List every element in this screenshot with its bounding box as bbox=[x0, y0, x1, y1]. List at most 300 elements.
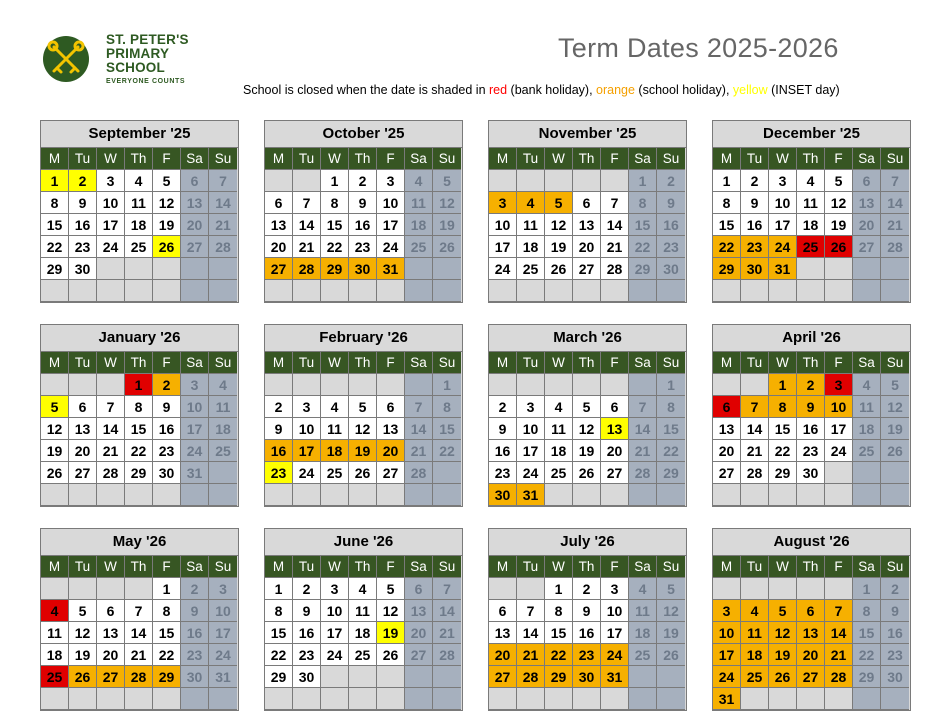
week-row bbox=[489, 484, 686, 506]
day-cell: 8 bbox=[769, 396, 797, 418]
day-cell: 27 bbox=[601, 462, 629, 484]
day-cell: 7 bbox=[741, 396, 769, 418]
week-row bbox=[489, 600, 686, 622]
day-cell: 5 bbox=[573, 396, 601, 418]
day-cell: 27 bbox=[489, 666, 517, 688]
weekday-label: W bbox=[321, 556, 349, 578]
month-title: December '25 bbox=[713, 121, 910, 148]
weekday-label: M bbox=[489, 556, 517, 578]
weekday-label: Th bbox=[349, 556, 377, 578]
week-row bbox=[489, 374, 686, 396]
day-cell: 6 bbox=[573, 192, 601, 214]
empty-day-cell bbox=[657, 688, 685, 710]
empty-day-cell bbox=[433, 280, 461, 302]
empty-day-cell bbox=[181, 688, 209, 710]
week-row bbox=[713, 578, 910, 600]
empty-day-cell bbox=[545, 374, 573, 396]
day-cell: 15 bbox=[853, 622, 881, 644]
day-cell: 14 bbox=[125, 622, 153, 644]
month-title: September '25 bbox=[41, 121, 238, 148]
weekday-header bbox=[265, 148, 462, 170]
empty-day-cell bbox=[405, 688, 433, 710]
day-cell: 19 bbox=[377, 622, 405, 644]
weekday-label: Tu bbox=[517, 148, 545, 170]
day-cell: 5 bbox=[769, 600, 797, 622]
week-row bbox=[41, 214, 238, 236]
empty-day-cell bbox=[153, 688, 181, 710]
day-cell: 26 bbox=[545, 258, 573, 280]
day-cell: 8 bbox=[153, 600, 181, 622]
day-cell: 11 bbox=[545, 418, 573, 440]
day-cell: 2 bbox=[489, 396, 517, 418]
day-cell: 2 bbox=[881, 578, 909, 600]
day-cell: 5 bbox=[657, 578, 685, 600]
weekday-label: Sa bbox=[181, 556, 209, 578]
weekday-header bbox=[41, 556, 238, 578]
day-cell: 13 bbox=[489, 622, 517, 644]
week-row bbox=[41, 258, 238, 280]
empty-day-cell bbox=[713, 484, 741, 506]
day-cell: 6 bbox=[797, 600, 825, 622]
day-cell: 26 bbox=[573, 462, 601, 484]
day-cell: 1 bbox=[433, 374, 461, 396]
empty-day-cell bbox=[433, 462, 461, 484]
day-cell: 25 bbox=[853, 440, 881, 462]
empty-day-cell bbox=[489, 688, 517, 710]
weekday-label: M bbox=[489, 148, 517, 170]
day-cell: 8 bbox=[545, 600, 573, 622]
day-cell: 8 bbox=[853, 600, 881, 622]
day-cell: 26 bbox=[769, 666, 797, 688]
day-cell: 14 bbox=[209, 192, 237, 214]
weekday-label: Th bbox=[125, 352, 153, 374]
weekday-label: Th bbox=[349, 352, 377, 374]
day-cell: 8 bbox=[321, 192, 349, 214]
day-cell: 19 bbox=[881, 418, 909, 440]
day-cell: 27 bbox=[573, 258, 601, 280]
day-cell: 18 bbox=[853, 418, 881, 440]
weekday-label: M bbox=[713, 148, 741, 170]
day-cell: 19 bbox=[573, 440, 601, 462]
week-row bbox=[41, 578, 238, 600]
empty-day-cell bbox=[97, 578, 125, 600]
weekday-label: F bbox=[377, 148, 405, 170]
weekday-label: Tu bbox=[517, 556, 545, 578]
weekday-label: W bbox=[769, 148, 797, 170]
empty-day-cell bbox=[209, 462, 237, 484]
day-cell: 19 bbox=[545, 236, 573, 258]
weekday-label: W bbox=[769, 352, 797, 374]
day-cell: 25 bbox=[405, 236, 433, 258]
weekday-label: Sa bbox=[405, 556, 433, 578]
weekday-label: Tu bbox=[517, 352, 545, 374]
empty-day-cell bbox=[741, 484, 769, 506]
day-cell: 7 bbox=[405, 396, 433, 418]
empty-day-cell bbox=[517, 578, 545, 600]
day-cell: 2 bbox=[797, 374, 825, 396]
empty-day-cell bbox=[797, 258, 825, 280]
empty-day-cell bbox=[545, 170, 573, 192]
day-cell: 29 bbox=[265, 666, 293, 688]
empty-day-cell bbox=[573, 170, 601, 192]
empty-day-cell bbox=[881, 484, 909, 506]
day-cell: 6 bbox=[97, 600, 125, 622]
day-cell: 2 bbox=[657, 170, 685, 192]
empty-day-cell bbox=[405, 280, 433, 302]
empty-day-cell bbox=[41, 280, 69, 302]
weekday-label: Th bbox=[349, 148, 377, 170]
day-cell: 13 bbox=[573, 214, 601, 236]
day-cell: 29 bbox=[321, 258, 349, 280]
day-cell: 3 bbox=[601, 578, 629, 600]
day-cell: 20 bbox=[489, 644, 517, 666]
day-cell: 16 bbox=[349, 214, 377, 236]
day-cell: 12 bbox=[657, 600, 685, 622]
day-cell: 7 bbox=[517, 600, 545, 622]
day-cell: 23 bbox=[349, 236, 377, 258]
day-cell: 11 bbox=[405, 192, 433, 214]
empty-day-cell bbox=[713, 578, 741, 600]
month-title: July '26 bbox=[489, 529, 686, 556]
weekday-label: Th bbox=[573, 556, 601, 578]
day-cell: 20 bbox=[853, 214, 881, 236]
day-cell: 18 bbox=[741, 644, 769, 666]
day-cell: 31 bbox=[601, 666, 629, 688]
day-cell: 28 bbox=[881, 236, 909, 258]
empty-day-cell bbox=[573, 374, 601, 396]
day-cell: 24 bbox=[181, 440, 209, 462]
day-cell: 3 bbox=[825, 374, 853, 396]
week-row bbox=[41, 418, 238, 440]
day-cell: 21 bbox=[125, 644, 153, 666]
day-cell: 4 bbox=[629, 578, 657, 600]
day-cell: 20 bbox=[97, 644, 125, 666]
day-cell: 16 bbox=[881, 622, 909, 644]
day-cell: 2 bbox=[153, 374, 181, 396]
weekday-label: W bbox=[545, 148, 573, 170]
day-cell: 16 bbox=[573, 622, 601, 644]
week-row bbox=[713, 484, 910, 506]
month-title: June '26 bbox=[265, 529, 462, 556]
day-cell: 13 bbox=[69, 418, 97, 440]
weekday-label: Sa bbox=[853, 556, 881, 578]
day-cell: 9 bbox=[349, 192, 377, 214]
month-calendar bbox=[264, 120, 463, 303]
week-row bbox=[265, 214, 462, 236]
day-cell: 4 bbox=[321, 396, 349, 418]
day-cell: 23 bbox=[657, 236, 685, 258]
school-logo bbox=[42, 33, 202, 89]
week-row bbox=[265, 236, 462, 258]
day-cell: 29 bbox=[853, 666, 881, 688]
day-cell: 13 bbox=[377, 418, 405, 440]
day-cell: 7 bbox=[97, 396, 125, 418]
weekday-label: Sa bbox=[853, 352, 881, 374]
empty-day-cell bbox=[69, 280, 97, 302]
week-row bbox=[41, 666, 238, 688]
day-cell: 18 bbox=[349, 622, 377, 644]
day-cell: 30 bbox=[573, 666, 601, 688]
day-cell: 2 bbox=[181, 578, 209, 600]
weekday-label: M bbox=[265, 148, 293, 170]
empty-day-cell bbox=[209, 688, 237, 710]
day-cell: 1 bbox=[545, 578, 573, 600]
empty-day-cell bbox=[517, 280, 545, 302]
day-cell: 20 bbox=[181, 214, 209, 236]
empty-day-cell bbox=[601, 374, 629, 396]
empty-day-cell bbox=[489, 280, 517, 302]
weekday-header bbox=[713, 352, 910, 374]
day-cell: 1 bbox=[153, 578, 181, 600]
weekday-label: Sa bbox=[181, 352, 209, 374]
day-cell: 5 bbox=[545, 192, 573, 214]
empty-day-cell bbox=[825, 280, 853, 302]
day-cell: 20 bbox=[265, 236, 293, 258]
day-cell: 12 bbox=[433, 192, 461, 214]
day-cell: 28 bbox=[741, 462, 769, 484]
empty-day-cell bbox=[349, 484, 377, 506]
day-cell: 9 bbox=[153, 396, 181, 418]
empty-day-cell bbox=[713, 280, 741, 302]
week-row bbox=[265, 170, 462, 192]
weekday-label: W bbox=[545, 352, 573, 374]
empty-day-cell bbox=[181, 484, 209, 506]
day-cell: 19 bbox=[153, 214, 181, 236]
day-cell: 24 bbox=[97, 236, 125, 258]
day-cell: 23 bbox=[573, 644, 601, 666]
day-cell: 3 bbox=[209, 578, 237, 600]
empty-day-cell bbox=[545, 280, 573, 302]
empty-day-cell bbox=[741, 280, 769, 302]
day-cell: 25 bbox=[41, 666, 69, 688]
day-cell: 22 bbox=[125, 440, 153, 462]
day-cell: 25 bbox=[797, 236, 825, 258]
day-cell: 27 bbox=[265, 258, 293, 280]
month-title: February '26 bbox=[265, 325, 462, 352]
day-cell: 31 bbox=[517, 484, 545, 506]
day-cell: 30 bbox=[181, 666, 209, 688]
day-cell: 24 bbox=[713, 666, 741, 688]
day-cell: 15 bbox=[153, 622, 181, 644]
legend-orange-word: orange bbox=[596, 83, 635, 97]
weekday-label: M bbox=[265, 352, 293, 374]
weekday-label: F bbox=[825, 352, 853, 374]
day-cell: 7 bbox=[293, 192, 321, 214]
day-cell: 6 bbox=[853, 170, 881, 192]
week-row bbox=[489, 170, 686, 192]
empty-day-cell bbox=[349, 666, 377, 688]
empty-day-cell bbox=[321, 688, 349, 710]
week-row bbox=[265, 374, 462, 396]
day-cell: 20 bbox=[377, 440, 405, 462]
legend-text: School is closed when the date is shaded in bbox=[243, 83, 489, 97]
weekday-label: Th bbox=[797, 352, 825, 374]
week-row bbox=[265, 666, 462, 688]
empty-day-cell bbox=[517, 374, 545, 396]
day-cell: 19 bbox=[69, 644, 97, 666]
week-row bbox=[713, 170, 910, 192]
day-cell: 16 bbox=[797, 418, 825, 440]
day-cell: 11 bbox=[321, 418, 349, 440]
empty-day-cell bbox=[41, 484, 69, 506]
day-cell: 18 bbox=[545, 440, 573, 462]
day-cell: 19 bbox=[433, 214, 461, 236]
weekday-header bbox=[489, 556, 686, 578]
day-cell: 28 bbox=[405, 462, 433, 484]
legend-text: (INSET day) bbox=[767, 83, 840, 97]
day-cell: 17 bbox=[181, 418, 209, 440]
day-cell: 18 bbox=[209, 418, 237, 440]
empty-day-cell bbox=[293, 374, 321, 396]
day-cell: 1 bbox=[853, 578, 881, 600]
empty-day-cell bbox=[209, 484, 237, 506]
empty-day-cell bbox=[69, 688, 97, 710]
day-cell: 24 bbox=[517, 462, 545, 484]
day-cell: 9 bbox=[797, 396, 825, 418]
day-cell: 8 bbox=[713, 192, 741, 214]
day-cell: 6 bbox=[405, 578, 433, 600]
day-cell: 11 bbox=[629, 600, 657, 622]
day-cell: 7 bbox=[881, 170, 909, 192]
weekday-label: Th bbox=[797, 148, 825, 170]
weekday-label: Su bbox=[209, 556, 237, 578]
day-cell: 4 bbox=[209, 374, 237, 396]
day-cell: 17 bbox=[97, 214, 125, 236]
day-cell: 10 bbox=[209, 600, 237, 622]
month-calendar bbox=[40, 120, 239, 303]
week-row bbox=[41, 440, 238, 462]
month-title: March '26 bbox=[489, 325, 686, 352]
empty-day-cell bbox=[489, 578, 517, 600]
day-cell: 29 bbox=[713, 258, 741, 280]
day-cell: 14 bbox=[97, 418, 125, 440]
day-cell: 6 bbox=[69, 396, 97, 418]
week-row bbox=[713, 440, 910, 462]
day-cell: 20 bbox=[573, 236, 601, 258]
weekday-label: Tu bbox=[69, 148, 97, 170]
week-row bbox=[489, 280, 686, 302]
day-cell: 27 bbox=[853, 236, 881, 258]
day-cell: 4 bbox=[405, 170, 433, 192]
day-cell: 5 bbox=[153, 170, 181, 192]
day-cell: 12 bbox=[69, 622, 97, 644]
day-cell: 24 bbox=[377, 236, 405, 258]
empty-day-cell bbox=[377, 280, 405, 302]
day-cell: 18 bbox=[797, 214, 825, 236]
day-cell: 30 bbox=[797, 462, 825, 484]
weekday-label: Su bbox=[881, 148, 909, 170]
week-row bbox=[265, 644, 462, 666]
empty-day-cell bbox=[881, 462, 909, 484]
empty-day-cell bbox=[69, 374, 97, 396]
empty-day-cell bbox=[881, 688, 909, 710]
week-row bbox=[41, 170, 238, 192]
day-cell: 31 bbox=[377, 258, 405, 280]
empty-day-cell bbox=[321, 666, 349, 688]
week-row bbox=[265, 484, 462, 506]
day-cell: 22 bbox=[321, 236, 349, 258]
weekday-label: M bbox=[713, 556, 741, 578]
weekday-label: Tu bbox=[293, 556, 321, 578]
day-cell: 1 bbox=[125, 374, 153, 396]
day-cell: 2 bbox=[293, 578, 321, 600]
day-cell: 4 bbox=[41, 600, 69, 622]
day-cell: 23 bbox=[153, 440, 181, 462]
day-cell: 12 bbox=[769, 622, 797, 644]
week-row bbox=[713, 688, 910, 710]
week-row bbox=[265, 396, 462, 418]
empty-day-cell bbox=[517, 688, 545, 710]
weekday-label: F bbox=[153, 352, 181, 374]
weekday-header bbox=[489, 148, 686, 170]
legend-text: (bank holiday), bbox=[507, 83, 597, 97]
empty-day-cell bbox=[853, 688, 881, 710]
empty-day-cell bbox=[321, 280, 349, 302]
empty-day-cell bbox=[797, 578, 825, 600]
empty-day-cell bbox=[433, 258, 461, 280]
day-cell: 22 bbox=[433, 440, 461, 462]
day-cell: 22 bbox=[657, 440, 685, 462]
empty-day-cell bbox=[349, 280, 377, 302]
page-title: Term Dates 2025-2026 bbox=[558, 33, 839, 63]
weekday-label: F bbox=[153, 556, 181, 578]
empty-day-cell bbox=[209, 280, 237, 302]
empty-day-cell bbox=[629, 484, 657, 506]
month-title: August '26 bbox=[713, 529, 910, 556]
empty-day-cell bbox=[41, 578, 69, 600]
week-row bbox=[713, 192, 910, 214]
day-cell: 10 bbox=[713, 622, 741, 644]
week-row bbox=[489, 236, 686, 258]
empty-day-cell bbox=[349, 688, 377, 710]
empty-day-cell bbox=[825, 462, 853, 484]
day-cell: 31 bbox=[769, 258, 797, 280]
empty-day-cell bbox=[853, 462, 881, 484]
day-cell: 28 bbox=[601, 258, 629, 280]
week-row bbox=[265, 600, 462, 622]
day-cell: 3 bbox=[489, 192, 517, 214]
day-cell: 26 bbox=[349, 462, 377, 484]
weekday-label: F bbox=[601, 148, 629, 170]
empty-day-cell bbox=[629, 666, 657, 688]
empty-day-cell bbox=[125, 688, 153, 710]
weekday-label: M bbox=[713, 352, 741, 374]
day-cell: 17 bbox=[517, 440, 545, 462]
month-calendar bbox=[40, 324, 239, 507]
empty-day-cell bbox=[853, 484, 881, 506]
day-cell: 24 bbox=[293, 462, 321, 484]
day-cell: 9 bbox=[741, 192, 769, 214]
day-cell: 4 bbox=[125, 170, 153, 192]
day-cell: 22 bbox=[153, 644, 181, 666]
day-cell: 22 bbox=[713, 236, 741, 258]
day-cell: 10 bbox=[321, 600, 349, 622]
weekday-label: Tu bbox=[741, 352, 769, 374]
empty-day-cell bbox=[377, 484, 405, 506]
day-cell: 9 bbox=[181, 600, 209, 622]
day-cell: 2 bbox=[265, 396, 293, 418]
empty-day-cell bbox=[517, 170, 545, 192]
empty-day-cell bbox=[769, 688, 797, 710]
day-cell: 7 bbox=[125, 600, 153, 622]
empty-day-cell bbox=[825, 578, 853, 600]
month-calendar bbox=[488, 324, 687, 507]
day-cell: 14 bbox=[517, 622, 545, 644]
empty-day-cell bbox=[97, 374, 125, 396]
day-cell: 24 bbox=[825, 440, 853, 462]
day-cell: 15 bbox=[125, 418, 153, 440]
day-cell: 13 bbox=[601, 418, 629, 440]
